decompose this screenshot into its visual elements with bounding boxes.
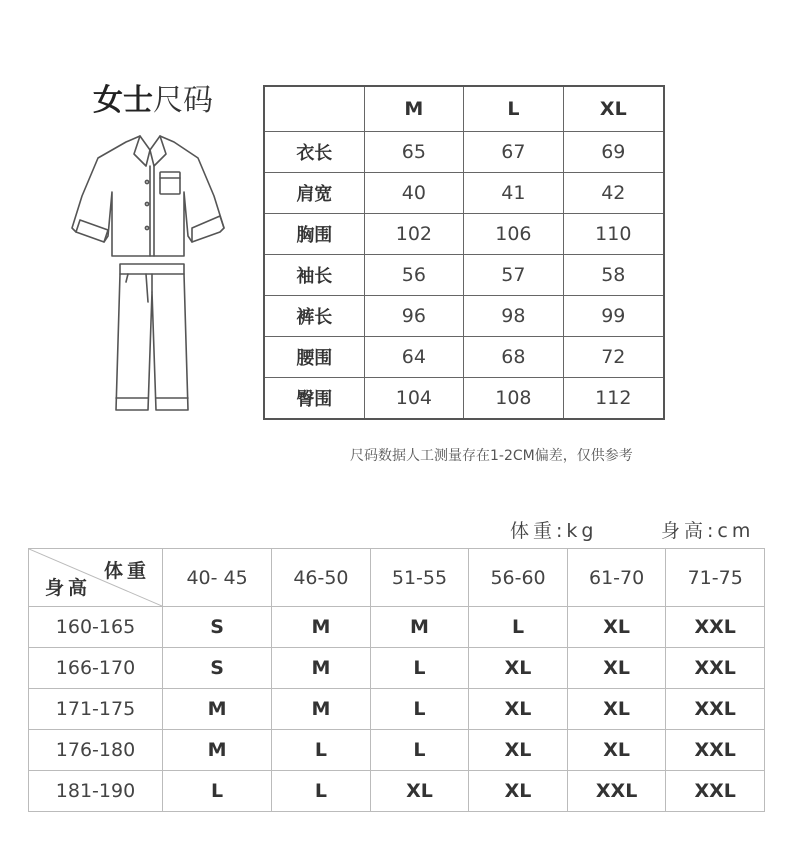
- size-cell: M: [163, 730, 272, 771]
- row-label: 肩宽: [264, 173, 364, 214]
- table-row: [29, 689, 765, 730]
- table-cell: 99: [563, 296, 664, 337]
- height-range-label: 166-170: [29, 648, 163, 689]
- size-cell: XL: [469, 689, 568, 730]
- size-cell: XXL: [567, 771, 666, 812]
- table-cell: 102: [364, 214, 464, 255]
- table-cell: 108: [464, 378, 564, 420]
- table-row: [264, 378, 664, 420]
- size-cell: XL: [469, 648, 568, 689]
- size-column-m: M: [364, 86, 464, 132]
- size-cell: M: [272, 689, 371, 730]
- height-range-label: 176-180: [29, 730, 163, 771]
- table-cell: 104: [364, 378, 464, 420]
- table-cell: 68: [464, 337, 564, 378]
- size-cell: L: [163, 771, 272, 812]
- page-title: [93, 83, 213, 119]
- title-light: 尺码: [153, 83, 213, 118]
- table-cell: 40: [364, 173, 464, 214]
- size-cell: XXL: [666, 771, 765, 812]
- table-cell: 67: [464, 132, 564, 173]
- row-label: 胸围: [264, 214, 364, 255]
- size-table-header: [264, 86, 664, 132]
- table-row: [264, 255, 664, 296]
- fit-recommendation-table: [28, 548, 765, 812]
- table-row: [264, 132, 664, 173]
- size-table-corner: [264, 86, 364, 132]
- weight-range-header: 46-50: [272, 549, 371, 607]
- row-label: 袖长: [264, 255, 364, 296]
- table-cell: 65: [364, 132, 464, 173]
- corner-weight-label: 体重: [103, 560, 150, 582]
- size-cell: XXL: [666, 607, 765, 648]
- table-cell: 57: [464, 255, 564, 296]
- weight-range-header: 71-75: [666, 549, 765, 607]
- table-row: [29, 730, 765, 771]
- size-cell: M: [272, 607, 371, 648]
- size-cell: L: [469, 607, 568, 648]
- height-unit-label: 身高:cm: [661, 520, 755, 542]
- table-cell: 41: [464, 173, 564, 214]
- weight-range-header: 51-55: [370, 549, 469, 607]
- size-cell: M: [370, 607, 469, 648]
- table-row: [29, 607, 765, 648]
- size-cell: L: [272, 730, 371, 771]
- row-label: 衣长: [264, 132, 364, 173]
- weight-unit-label: 体重:kg: [510, 520, 598, 542]
- table-row: [29, 771, 765, 812]
- size-cell: L: [370, 689, 469, 730]
- size-cell: S: [163, 607, 272, 648]
- size-cell: M: [272, 648, 371, 689]
- row-label: 腰围: [264, 337, 364, 378]
- size-cell: M: [163, 689, 272, 730]
- size-cell: XL: [567, 689, 666, 730]
- table-cell: 64: [364, 337, 464, 378]
- table-cell: 69: [563, 132, 664, 173]
- table-cell: 42: [563, 173, 664, 214]
- table-cell: 112: [563, 378, 664, 420]
- title-bold: 女士: [93, 83, 153, 118]
- table-row: [264, 214, 664, 255]
- fit-table-header: [29, 549, 765, 607]
- table-cell: 106: [464, 214, 564, 255]
- height-range-label: 181-190: [29, 771, 163, 812]
- fit-table-corner: [29, 549, 163, 607]
- size-column-l: L: [464, 86, 564, 132]
- table-row: [264, 296, 664, 337]
- size-cell: L: [370, 730, 469, 771]
- weight-range-header: 40- 45: [163, 549, 272, 607]
- table-cell: 58: [563, 255, 664, 296]
- height-range-label: 160-165: [29, 607, 163, 648]
- table-row: [264, 337, 664, 378]
- size-cell: XL: [567, 607, 666, 648]
- size-cell: XL: [567, 730, 666, 771]
- table-cell: 56: [364, 255, 464, 296]
- size-cell: XXL: [666, 689, 765, 730]
- table-cell: 96: [364, 296, 464, 337]
- size-cell: XL: [469, 771, 568, 812]
- table-cell: 72: [563, 337, 664, 378]
- weight-range-header: 56-60: [469, 549, 568, 607]
- size-cell: L: [272, 771, 371, 812]
- size-cell: XL: [370, 771, 469, 812]
- height-range-label: 171-175: [29, 689, 163, 730]
- pajama-illustration: [68, 132, 232, 427]
- size-cell: XXL: [666, 730, 765, 771]
- size-cell: XL: [469, 730, 568, 771]
- corner-height-label: 身高: [45, 577, 92, 599]
- table-cell: 98: [464, 296, 564, 337]
- row-label: 裤长: [264, 296, 364, 337]
- measurement-note: 尺码数据人工测量存在1-2CM偏差，仅供参考: [350, 448, 633, 464]
- size-cell: L: [370, 648, 469, 689]
- size-cell: S: [163, 648, 272, 689]
- size-column-xl: XL: [563, 86, 664, 132]
- size-cell: XXL: [666, 648, 765, 689]
- size-cell: XL: [567, 648, 666, 689]
- size-measurement-table: [263, 85, 665, 420]
- row-label: 臀围: [264, 378, 364, 420]
- table-cell: 110: [563, 214, 664, 255]
- table-row: [264, 173, 664, 214]
- weight-range-header: 61-70: [567, 549, 666, 607]
- table-row: [29, 648, 765, 689]
